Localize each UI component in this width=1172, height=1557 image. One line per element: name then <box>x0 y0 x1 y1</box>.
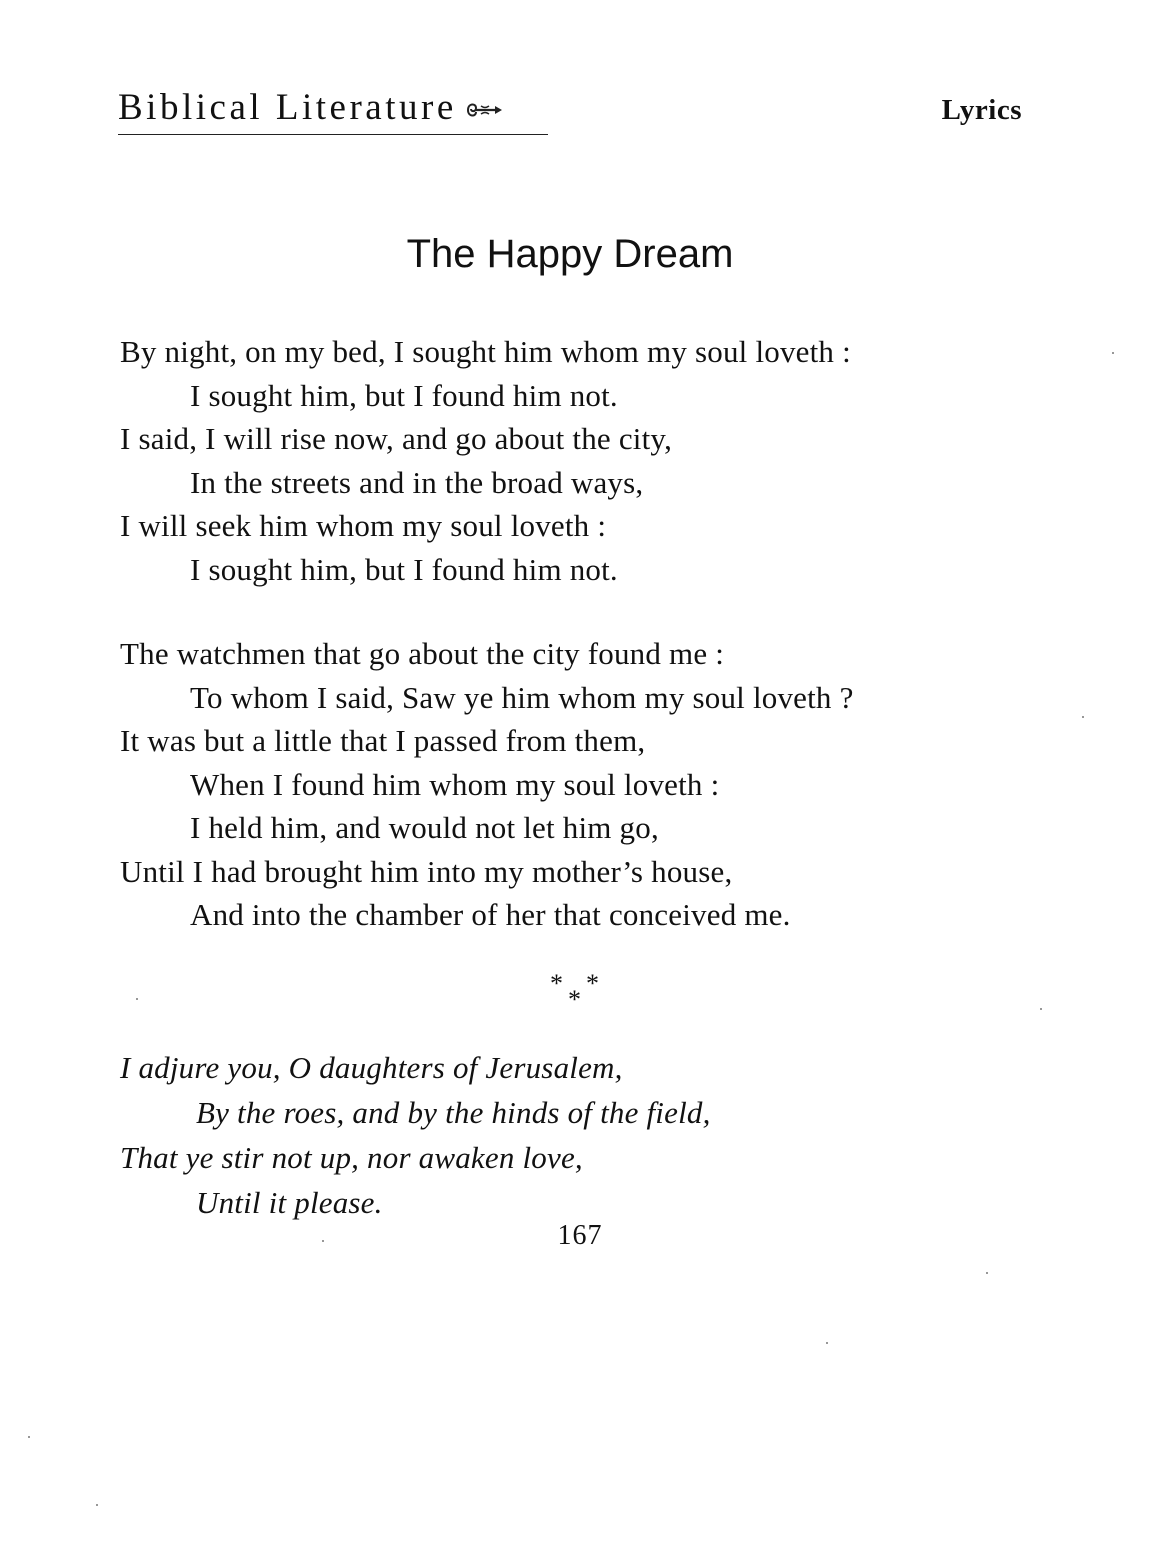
scan-speck <box>1112 352 1114 354</box>
stanza-2 <box>120 632 1080 937</box>
running-header <box>118 86 548 135</box>
category-label: Lyrics <box>941 94 1022 126</box>
scan-speck <box>986 1272 988 1274</box>
poem-line: When I found him whom my soul loveth : <box>190 766 720 802</box>
poem-line: The watchmen that go about the city found me : <box>120 636 725 671</box>
page-number: 167 <box>557 1220 603 1251</box>
poem-line: By night, on my bed, I sought him whom my soul loveth : <box>120 334 851 369</box>
poem-line: I will seek him whom my soul loveth : <box>120 508 607 543</box>
poem-line: I said, I will rise now, and go about the city, <box>120 421 673 456</box>
poem-line: I sought him, but I found him not. <box>190 377 618 413</box>
scan-speck <box>136 998 138 1000</box>
scan-speck <box>96 1504 98 1506</box>
scan-speck <box>826 1342 828 1344</box>
stanza-3-refrain <box>120 1045 1080 1225</box>
scan-speck <box>1082 716 1084 718</box>
poem-line: That ye stir not up, nor awaken love, <box>120 1140 583 1175</box>
asterisk: * <box>586 969 599 998</box>
fleuron-ornament-icon <box>465 100 503 125</box>
poem-line: Until it please. <box>196 1185 383 1220</box>
scan-speck <box>1040 1008 1042 1010</box>
poem-line: To whom I said, Saw ye him whom my soul loveth ? <box>190 679 854 715</box>
scan-speck <box>28 1436 30 1438</box>
stanza-1 <box>120 330 1080 591</box>
asterism-divider <box>546 968 606 1018</box>
section-title: Biblical Literature <box>118 87 457 128</box>
poem-line: I adjure you, O daughters of Jerusalem, <box>120 1050 623 1085</box>
scan-speck <box>322 1240 324 1242</box>
asterisk: * <box>550 969 563 998</box>
poem-line: Until I had brought him into my mother’s house, <box>120 853 733 889</box>
poem-title: The Happy Dream <box>406 232 734 276</box>
poem-line: By the roes, and by the hinds of the field, <box>196 1095 711 1130</box>
poem-line: I held him, and would not let him go, <box>190 810 659 845</box>
poem-line: In the streets and in the broad ways, <box>190 464 644 500</box>
poem-line: I sought him, but I found him not. <box>190 551 618 587</box>
poem-line: It was but a little that I passed from them, <box>120 723 646 758</box>
poem-line: And into the chamber of her that conceived me. <box>190 897 791 932</box>
asterisk: * <box>568 985 581 1014</box>
